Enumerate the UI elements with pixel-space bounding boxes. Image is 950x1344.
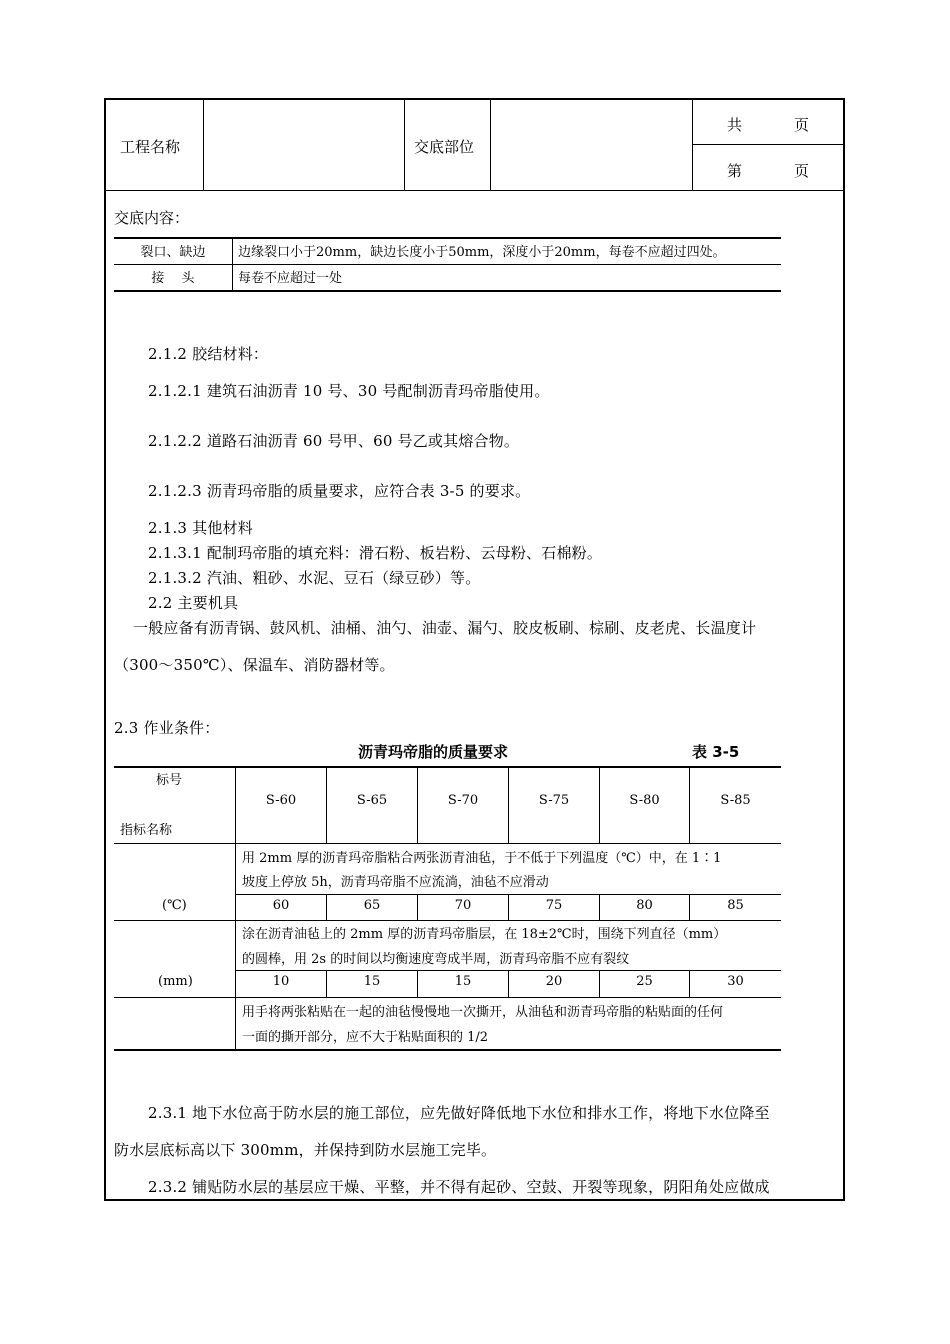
- grade-header: S-75: [538, 793, 570, 808]
- heat-resistance-value: 80: [636, 898, 653, 913]
- flexibility-value: 30: [727, 974, 744, 989]
- flexibility-value: 15: [454, 974, 472, 989]
- heat-resistance-value: 75: [545, 898, 563, 913]
- section-2-3: 2.3 作业条件：: [114, 719, 220, 737]
- total-pages-label: 共: [727, 116, 743, 134]
- section-2-2-text-line2: （300～350℃）、保温车、消防器材等。: [114, 656, 395, 674]
- defects-table-top-rule: [114, 237, 781, 239]
- heat-resistance-value: 70: [454, 898, 472, 913]
- section-2-3-2: 2.3.2 铺贴防水层的基层应干燥、平整，并不得有起砂、空鼓、开裂等现象，阴阳角处应做成: [148, 1178, 770, 1196]
- heat-resistance-value: 60: [272, 898, 290, 913]
- heat-resistance-description: 坡度上停放 5h，沥青玛帝脂不应流淌，油毡不应滑动: [242, 875, 549, 890]
- defect-description: 边缘裂口小于20mm，缺边长度小于50mm，深度小于20mm，每卷不应超过四处。: [238, 245, 726, 260]
- corner-header-top: 标号: [156, 773, 183, 788]
- section-2-3-1-line2: 防水层底标高以下 300mm，并保持到防水层施工完毕。: [114, 1141, 497, 1159]
- heat-resistance-unit: (℃): [162, 898, 187, 913]
- heat-resistance-value: 65: [363, 898, 381, 913]
- table-number: 表 3-5: [692, 743, 740, 761]
- section-2-1-2-1: 2.1.2.1 建筑石油沥青 10 号、30 号配制沥青玛帝脂使用。: [148, 382, 550, 400]
- header-divider: [490, 98, 491, 191]
- grade-header: S-70: [447, 793, 479, 808]
- quality-table-rule: [114, 997, 781, 998]
- section-2-2: 2.2 主要机具: [148, 594, 239, 612]
- flexibility-description: 的圆棒，用 2s 的时间以均衡速度弯成半周，沥青玛帝脂不应有裂纹: [242, 952, 630, 967]
- section-2-1-2-2: 2.1.2.2 道路石油沥青 60 号甲、60 号乙或其熔合物。: [148, 432, 520, 450]
- quality-table-rule: [114, 920, 781, 921]
- part-label: 交底部位: [414, 138, 475, 156]
- section-2-1-3-1: 2.1.3.1 配制玛帝脂的填充料：滑石粉、板岩粉、云母粉、石棉粉。: [148, 544, 603, 562]
- flexibility-value: 15: [363, 974, 381, 989]
- section-2-3-1-line1: 2.3.1 地下水位高于防水层的施工部位，应先做好降低地下水位和排水工作，将地下水位降至: [148, 1104, 770, 1122]
- header-bottom-rule: [104, 190, 845, 191]
- bond-description: 一面的撕开部分，应不大于粘贴面积的 1/2: [242, 1030, 489, 1045]
- grade-header: S-65: [356, 793, 388, 808]
- page-number-label: 第: [727, 162, 743, 180]
- defects-table-divider: [232, 237, 233, 291]
- flexibility-description: 涂在沥青油毡上的 2mm 厚的沥青玛帝脂层，在 18±2℃时，围绕下列直径（mm）: [242, 927, 727, 942]
- quality-table-bottom-rule: [114, 1049, 781, 1051]
- grade-header: S-80: [629, 793, 660, 808]
- section-2-1-2: 2.1.2 胶结材料：: [148, 345, 269, 363]
- defect-name: 接 头: [151, 271, 195, 286]
- total-pages-unit: 页: [794, 116, 810, 134]
- grade-header: S-60: [265, 793, 297, 808]
- section-2-2-text-line1: 一般应备有沥青锅、鼓风机、油桶、油勺、油壶、漏勺、胶皮板刷、棕刷、皮老虎、长温度计: [133, 619, 757, 637]
- flexibility-value: 25: [636, 974, 653, 989]
- flexibility-unit: (mm): [158, 974, 193, 989]
- bond-description: 用手将两张粘贴在一起的油毡慢慢地一次撕开，从油毡和沥青玛帝脂的粘贴面的任何: [242, 1005, 724, 1020]
- corner-header-bottom: 指标名称: [120, 823, 173, 838]
- table-title: 沥青玛帝脂的质量要求: [358, 743, 509, 761]
- heat-resistance-description: 用 2mm 厚的沥青玛帝脂粘合两张沥青油毡，于不低于下列温度（℃）中，在 1∶1: [242, 851, 722, 866]
- project-name-label: 工程名称: [120, 138, 181, 156]
- defect-name: 裂口、缺边: [140, 245, 206, 260]
- defects-table-row-rule: [114, 264, 781, 265]
- heat-resistance-value: 85: [727, 898, 744, 913]
- flexibility-value: 20: [545, 974, 563, 989]
- page-number-unit: 页: [794, 162, 810, 180]
- flexibility-value: 10: [272, 974, 290, 989]
- section-2-1-3-2: 2.1.3.2 汽油、粗砂、水泥、豆石（绿豆砂）等。: [148, 569, 481, 587]
- header-divider: [692, 144, 845, 145]
- header-divider: [404, 98, 405, 191]
- quality-table-rule: [114, 843, 781, 844]
- defect-description: 每卷不应超过一处: [238, 271, 343, 286]
- quality-table-top-rule: [114, 766, 781, 768]
- section-2-1-3: 2.1.3 其他材料: [148, 519, 253, 537]
- content-label: 交底内容：: [114, 209, 190, 227]
- grade-header: S-85: [720, 793, 751, 808]
- section-2-1-2-3: 2.1.2.3 沥青玛帝脂的质量要求，应符合表 3-5 的要求。: [148, 482, 531, 500]
- defects-table-bottom-rule: [114, 290, 781, 292]
- header-divider: [203, 98, 204, 191]
